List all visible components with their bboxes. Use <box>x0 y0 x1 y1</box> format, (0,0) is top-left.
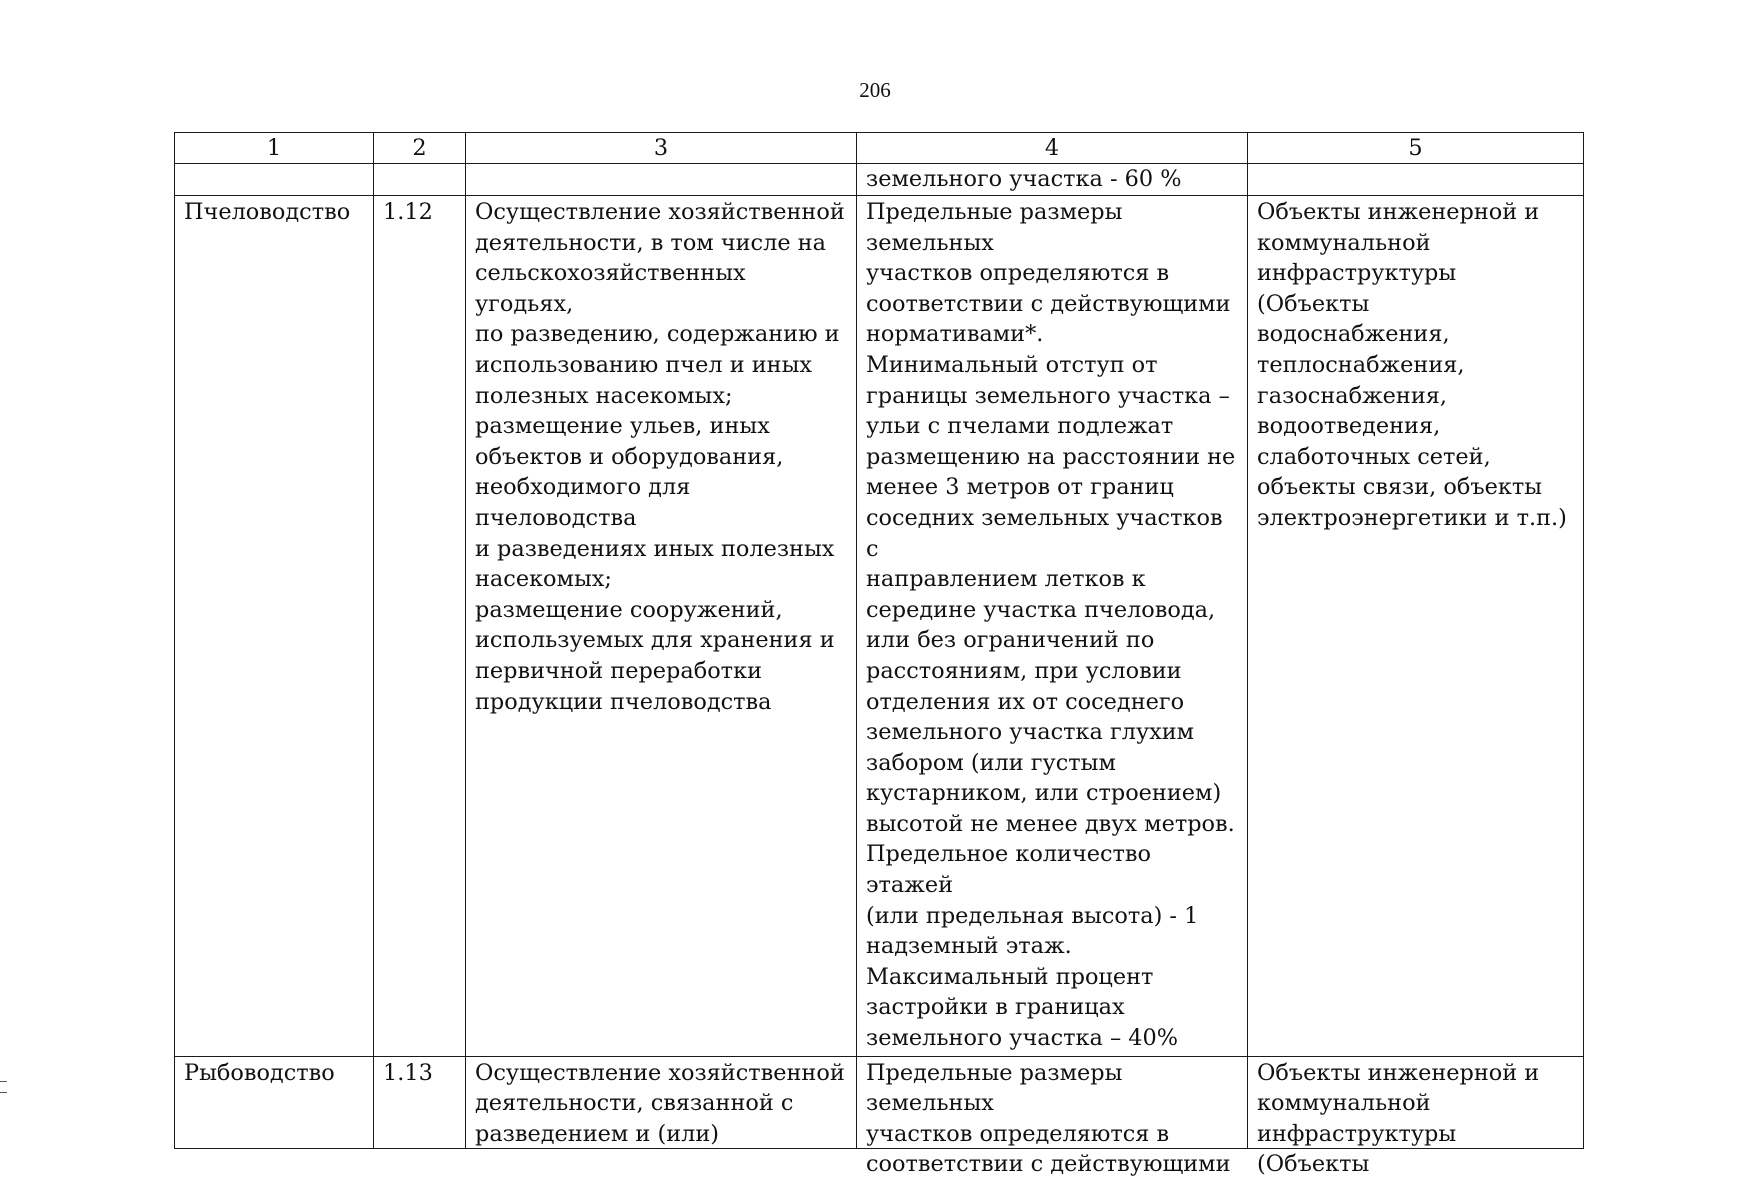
table-row-beekeeping <box>175 196 1584 1057</box>
land-use-parameters <box>857 1056 1248 1178</box>
continuation-cell-5 <box>1248 164 1584 196</box>
land-use-code: 1.12 <box>374 196 466 1057</box>
table-header-row <box>175 133 1584 164</box>
column-header-4: 4 <box>857 133 1248 164</box>
land-use-name: Пчеловодство <box>175 196 374 1057</box>
land-use-code <box>374 1056 466 1148</box>
continuation-row <box>175 164 1584 196</box>
land-use-name-text: Рыбоводство <box>184 1059 335 1086</box>
land-use-table <box>174 132 1584 1178</box>
land-use-parameters-text: Предельные размеры земельных участков определяются в соответствии с действующими <box>866 1059 1231 1178</box>
scan-edge-mark <box>0 1081 7 1093</box>
page-number: 206 <box>859 78 891 102</box>
column-header-1: 1 <box>175 133 374 164</box>
land-use-description-text: Осуществление хозяйственной деятельности, связанной с разведением и (или) <box>475 1059 845 1147</box>
land-use-description <box>466 1056 857 1148</box>
column-header-5: 5 <box>1248 133 1584 164</box>
column-header-3: 3 <box>466 133 857 164</box>
continuation-cell-1 <box>175 164 374 196</box>
land-use-code-text: 1.13 <box>383 1059 433 1086</box>
column-header-2: 2 <box>374 133 466 164</box>
land-use-parameters: Предельные размеры земельных участков определяются в соответствии с действующими нормативами*. Минимальный отступ от границы земельного участка – ульи с пчелами подлежат размещению на расстоянии не менее 3 метров от границ соседних земельных участков с направлением летков к середине участка пчеловода, или без ограничений по расстояниям, при условии отделения их от соседнего земельного участка глухим забором (или густым кустарником, или строением) высотой не менее двух метров. Предельное количество этажей (или предельная высота) - 1 надземный этаж. Максимальный процент застройки в границах земельного участка – 40% <box>857 196 1248 1057</box>
land-use-objects-text: Объекты инженерной и коммунальной инфраструктуры (Объекты <box>1257 1059 1540 1178</box>
continuation-cell-3 <box>466 164 857 196</box>
land-use-name <box>175 1056 374 1148</box>
table-row-fish-farming <box>175 1056 1584 1148</box>
continuation-cell-4: земельного участка - 60 % <box>857 164 1248 196</box>
land-use-objects: Объекты инженерной и коммунальной инфраструктуры (Объекты водоснабжения, теплоснабжения, газоснабжения, водоотведения, слаботочных сетей, объекты связи, объекты электроэнергетики и т.п.) <box>1248 196 1584 1057</box>
continuation-cell-2 <box>374 164 466 196</box>
land-use-objects <box>1248 1056 1584 1178</box>
land-use-description: Осуществление хозяйственной деятельности, в том числе на сельскохозяйственных угодьях, по разведению, содержанию и использованию пчел и иных полезных насекомых; размещение ульев, иных объектов и оборудования, необходимого для пчеловодства и разведениях иных полезных насекомых; размещение сооружений, используемых для хранения и первичной переработки продукции пчеловодства <box>466 196 857 1057</box>
